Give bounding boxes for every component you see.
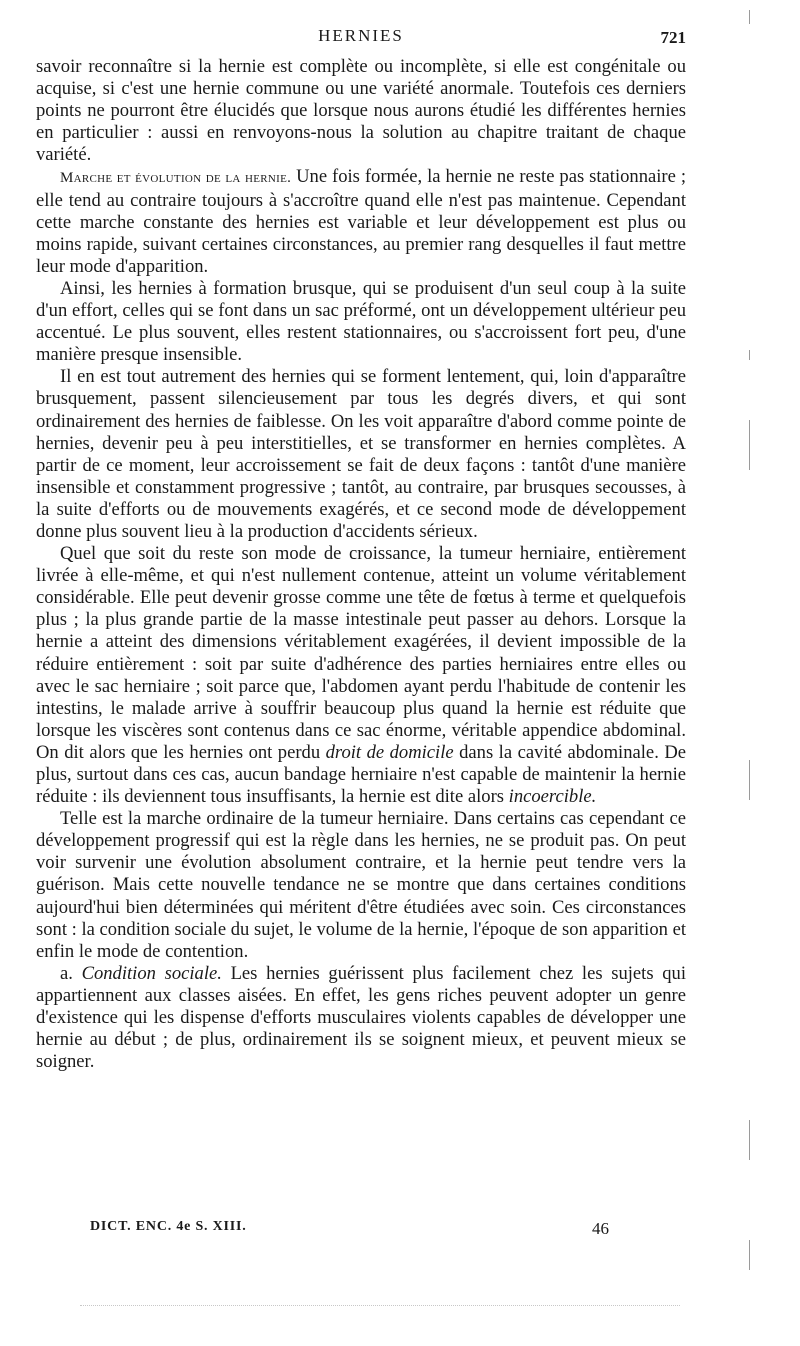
section-heading: Marche et évolution de la hernie. [60,170,292,187]
page-header [36,26,686,52]
text-run: dans la cavité abdominale. De plus, surtout dans ces cas, aucun bandage herniaire n'est capable de maintenir la hernie réduite : ils deviennent tous insuffisants, la hernie est dite alors [36,741,686,808]
paragraph: savoir reconnaître si la hernie est complète ou incomplète, si elle est congénitale ou acquise, si c'est une hernie commune ou une variété anormale. Toutefois ces derniers points ne pourront être élucidés que lorsque nous aurons étudié les différentes hernies en particulier : aussi en renvoyons-nous la solution au chapitre traitant de chaque variété. [36,56,686,166]
list-marker: a. [60,962,82,984]
text-run: Quel que soit du reste son mode de croissance, la tumeur herniaire, entièrement livrée à elle-même, et qui n'est nullement contenue, atteint un volume véritablement considérable. Elle peut devenir grosse comme une tête de fœtus à terme et quelquefois plus ; la plus grande partie de la masse intestinale peut passer au dehors. Lorsque la hernie a atteint des dimensions véritablement exagérées, il devient impossible de la réduire entièrement : soit par suite d'adhérence des parties herniaires entre elles ou avec le sac herniaire ; soit parce que, l'abdomen ayant perdu l'habitude de contenir les intestins, le malade arrive à souffrir beaucoup plus quand la hernie est réduite que lorsque les viscères sont contenus dans ce sac énorme, véritable appendice abdominal. On dit alors que les hernies ont perdu [36,543,686,763]
margin-mark [749,350,750,360]
paragraph-condition-sociale [36,963,686,1073]
italic-subheading: Condition sociale. [81,962,222,984]
body-text [36,56,686,1073]
italic-term: droit de domicile [325,741,454,763]
margin-mark [749,1240,750,1270]
paragraph: Telle est la marche ordinaire de la tumeur herniaire. Dans certains cas cependant ce développement progressif qui est la règle dans les hernies, ne se produit pas. On peut voir survenir une évolution absolument contraire, et la hernie peut tendre vers la guérison. Mais cette nouvelle tendance ne se montre que dans certaines conditions aujourd'hui bien déterminées qui méritent d'être étudiées avec soin. Ces circonstances sont : la condition sociale du sujet, le volume de la hernie, l'époque de son apparition et enfin le mode de contention. [36,808,686,962]
paragraph: Ainsi, les hernies à formation brusque, qui se produisent d'un seul coup à la suite d'un effort, celles qui se font dans un sac préformé, ont un développement ultérieur peu accentué. Le plus souvent, elles restent stationnaires, ou s'accroissent fort peu, d'une manière presque insensible. [36,277,686,366]
text-run: Les hernies guérissent plus facilement chez les sujets qui appartiennent aux classes aisées. En effet, les gens riches peuvent adopter un genre d'existence qui les dispense d'efforts musculaires violents capables de développer une hernie au début ; de plus, ordinairement ils se soignent mieux, et peuvent mieux se soigner. [36,962,686,1073]
running-title: HERNIES [318,26,404,45]
paragraph-croissance [36,543,686,808]
page-number: 721 [660,28,686,47]
paragraph-text: Une fois formée, la hernie ne reste pas stationnaire ; elle tend au contraire toujours à s'accroître quand elle n'est pas maintenue. Cependant cette marche constante des hernies est variable et leur développement est plus ou moins rapide, suivant certaines circonstances, au premier rang desquelles il faut mettre leur mode d'apparition. [36,166,686,277]
printer-signature: DICT. ENC. 4e S. XIII. [90,1219,247,1234]
paragraph-marche [36,166,686,277]
scan-edge-dots [80,1305,680,1308]
sheet-number: 46 [592,1219,609,1238]
page-footer [36,1219,686,1241]
margin-mark [749,1120,750,1160]
margin-mark [749,10,750,24]
italic-term: incoercible. [508,786,597,808]
margin-mark [749,420,750,470]
margin-mark [749,760,750,800]
paragraph: Il en est tout autrement des hernies qui se forment lentement, qui, loin d'apparaître brusquement, passent silencieusement par tous les degrés divers, et qui sont ordinairement des hernies de faiblesse. On les voit apparaître d'abord comme pointe de hernies, devenir peu à peu interstitielles, et se transformer en hernies complètes. A partir de ce moment, leur accroissement se fait de deux façons : tantôt d'une manière insensible et constamment progressive ; tantôt, au contraire, par brusques secousses, à la suite d'efforts ou de mouvements exagérés, et ce second mode de développement donne plus souvent lieu à la production d'accidents sérieux. [36,366,686,542]
